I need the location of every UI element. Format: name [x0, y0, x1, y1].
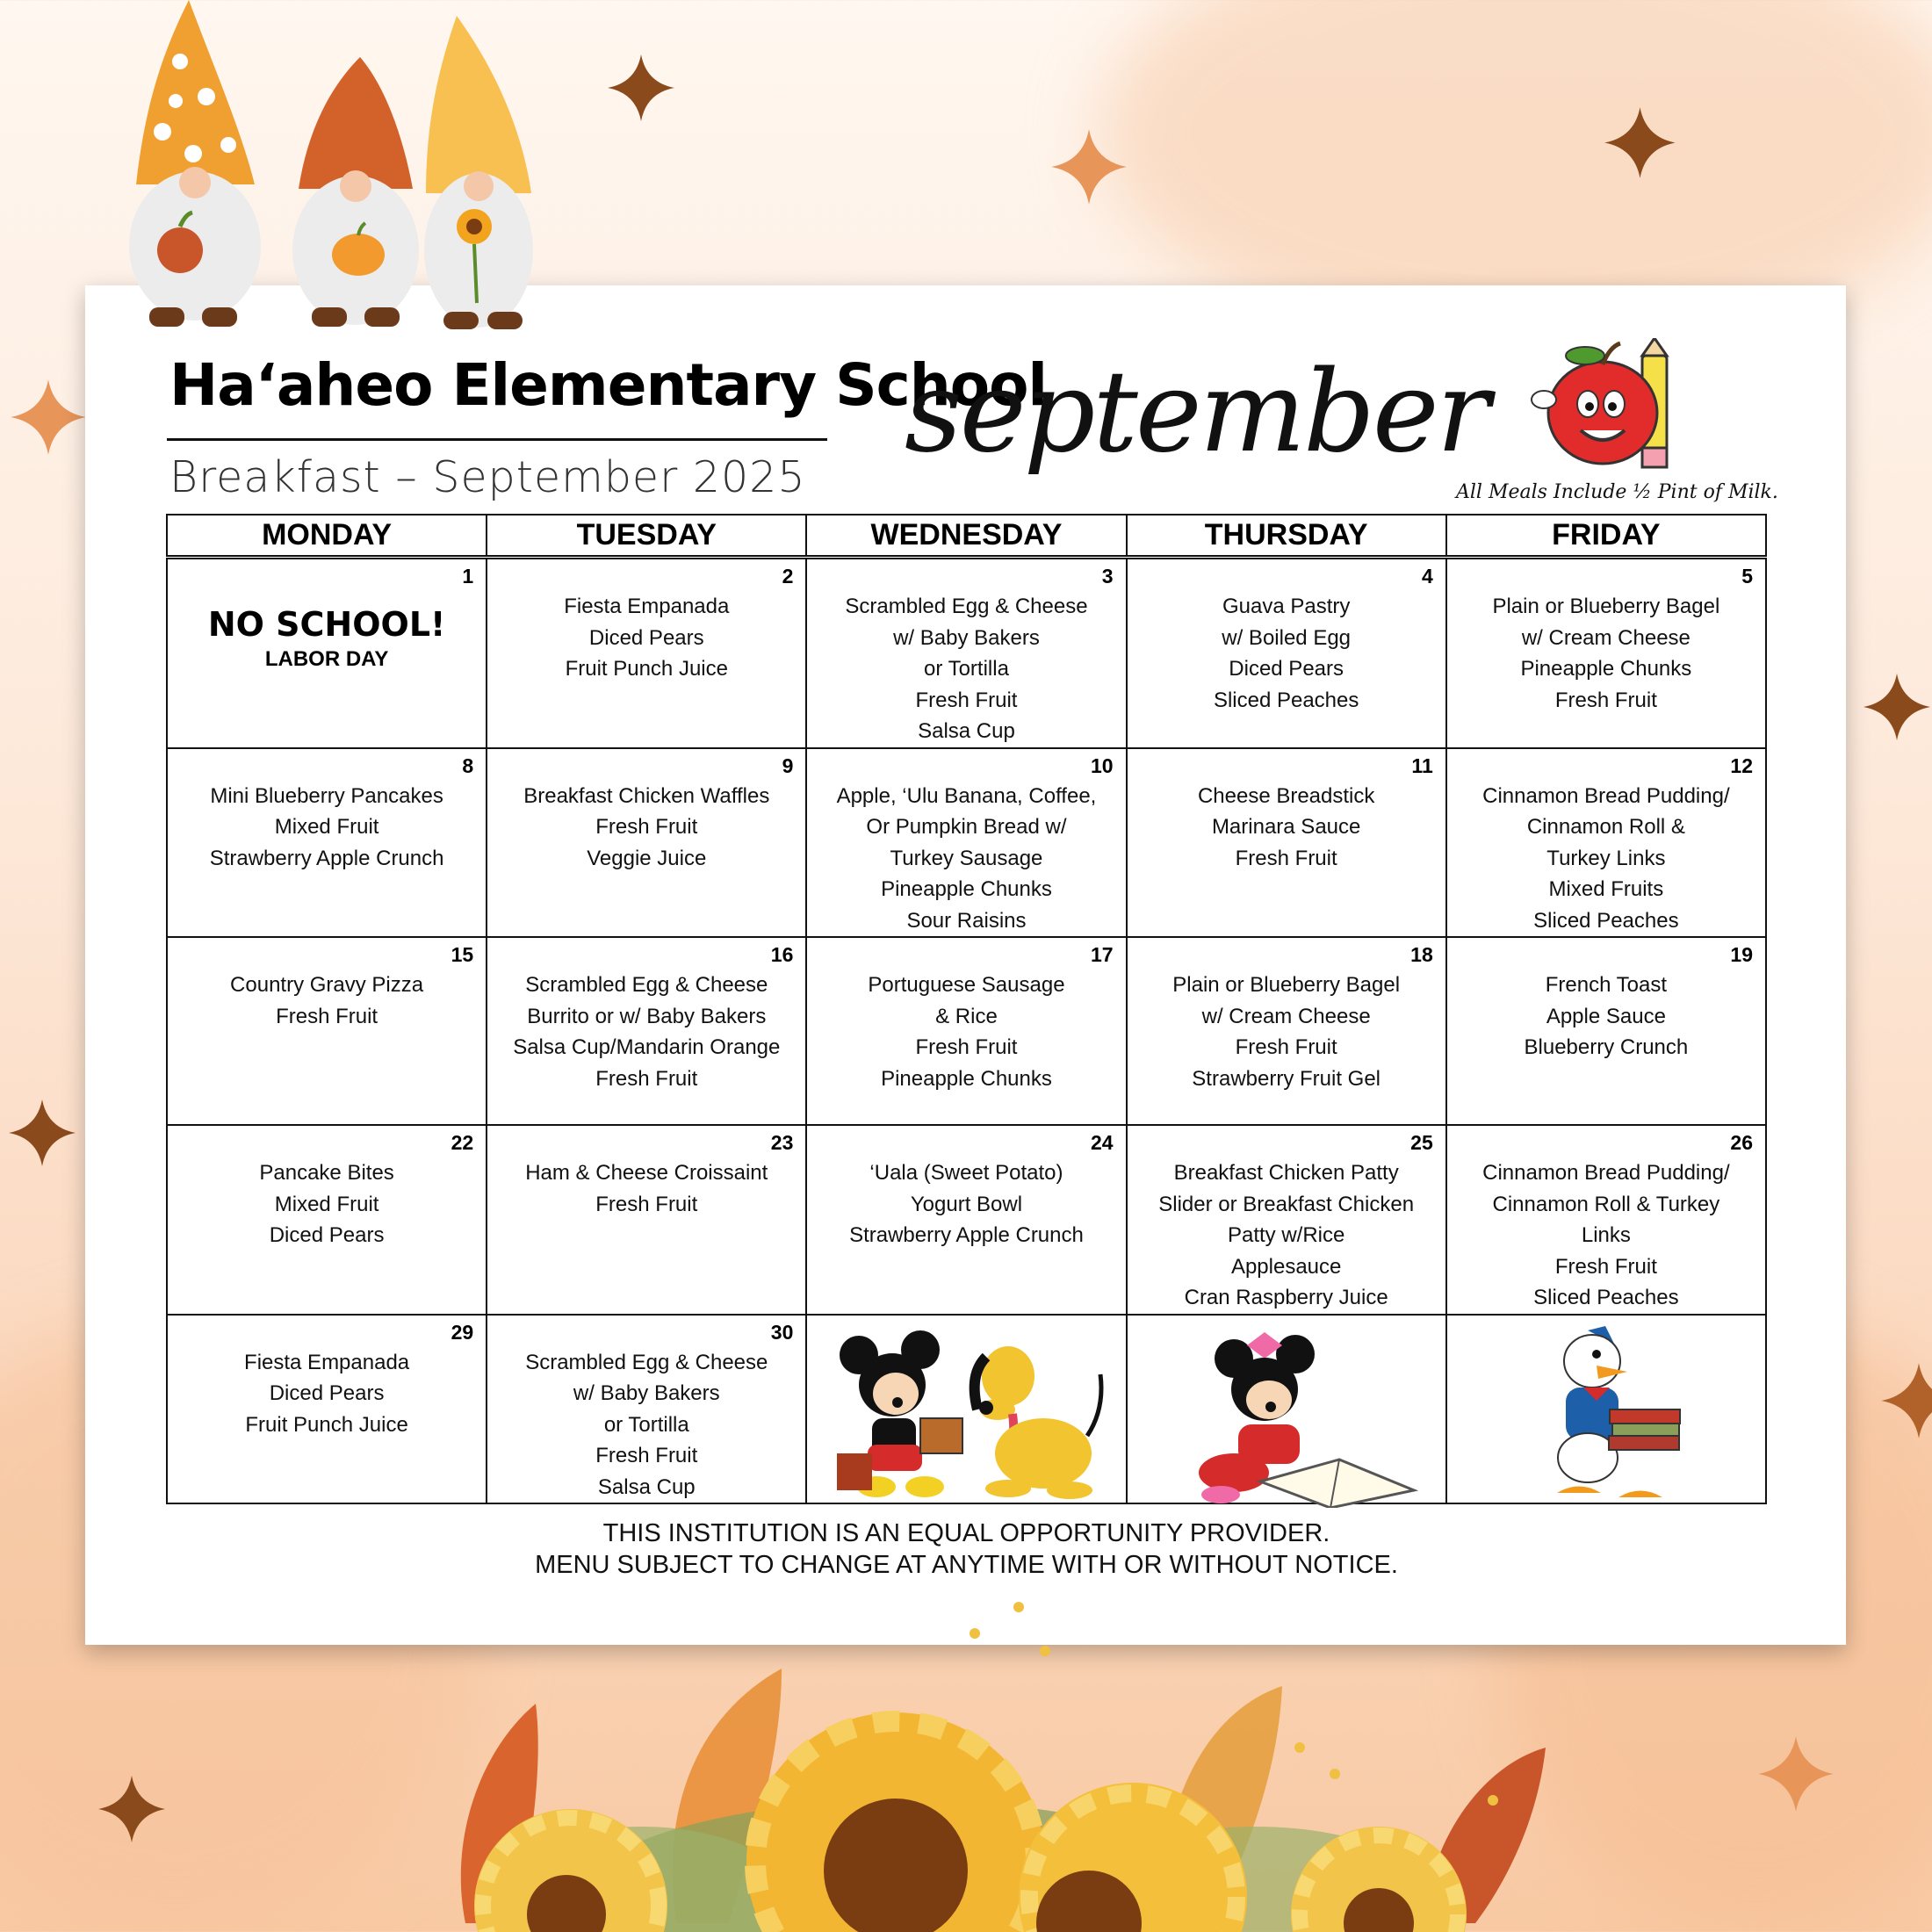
day-cell [167, 1315, 487, 1504]
menu-item: w/ Baby Bakers [573, 1381, 720, 1405]
day-cell [1446, 558, 1766, 748]
menu-change-note: MENU SUBJECT TO CHANGE AT ANYTIME WITH OR WITHOUT NOTICE. [535, 1551, 1398, 1579]
menu-items [807, 938, 1125, 1094]
menu-item: w/ Cream Cheese [1201, 1004, 1371, 1028]
menu-item: Marinara Sauce [1211, 815, 1361, 839]
menu-item: Cinnamon Roll & Turkey [1492, 1192, 1720, 1216]
day-cell [806, 1125, 1126, 1315]
day-number: 10 [1090, 753, 1114, 777]
menu-item: Pancake Bites [259, 1161, 394, 1185]
menu-items [1128, 749, 1445, 875]
menu-item: Sliced Peaches [1533, 908, 1679, 933]
day-cell [1127, 558, 1446, 748]
menu-item: Slider or Breakfast Chicken [1158, 1192, 1415, 1216]
menu-item: Breakfast Chicken Patty [1173, 1161, 1399, 1185]
no-school-notice [168, 559, 486, 672]
menu-items [1128, 938, 1445, 1094]
menu-item: Mini Blueberry Pancakes [210, 783, 443, 808]
menu-item: Scrambled Egg & Cheese [525, 973, 768, 997]
menu-item: Fresh Fruit [276, 1004, 378, 1028]
menu-items [1128, 559, 1445, 716]
menu-item: Blueberry Crunch [1524, 1035, 1689, 1059]
menu-item: Diced Pears [588, 625, 704, 650]
school-name: Ha‘aheo Elementary School [169, 351, 1048, 419]
menu-item: or Tortilla [924, 657, 1009, 681]
sparkle-icon [1049, 127, 1128, 206]
menu-item: Salsa Cup/Mandarin Orange [513, 1035, 781, 1059]
menu-item: Fiesta Empanada [564, 595, 730, 618]
menu-items [1447, 559, 1765, 716]
day-cell [1446, 748, 1766, 938]
day-number: 22 [451, 1131, 474, 1154]
day-number: 29 [451, 1320, 474, 1344]
weekday-header: FRIDAY [1446, 515, 1766, 558]
menu-item: Fresh Fruit [595, 1066, 698, 1091]
day-number: 4 [1421, 565, 1433, 588]
menu-item: Scrambled Egg & Cheese [525, 1350, 768, 1374]
menu-item: Pineapple Chunks [881, 877, 1052, 901]
day-cell [487, 748, 806, 938]
menu-item: Portuguese Sausage [868, 973, 1065, 997]
apple-pencil-mascot-illustration [1519, 338, 1704, 474]
gnomes-illustration [110, 0, 566, 342]
menu-item: Strawberry Apple Crunch [209, 846, 444, 870]
day-number: 30 [770, 1320, 794, 1344]
menu-items [168, 1316, 486, 1441]
menu-item: Cinnamon Bread Pudding/ [1482, 1161, 1730, 1185]
menu-item: Fresh Fruit [595, 1444, 698, 1467]
title-divider [167, 438, 827, 441]
menu-items [807, 559, 1125, 747]
menu-item: Breakfast Chicken Waffles [523, 783, 770, 808]
sparkle-icon [606, 53, 676, 123]
menu-items [1128, 1126, 1445, 1314]
menu-item: Guava Pastry [1222, 595, 1351, 618]
day-number: 18 [1410, 943, 1433, 966]
day-number: 2 [782, 565, 794, 588]
menu-item: Plain or Blueberry Bagel [1492, 595, 1720, 618]
day-number: 1 [462, 565, 474, 588]
menu-item: Mixed Fruit [274, 815, 379, 839]
menu-items [807, 749, 1125, 937]
day-cell [1127, 748, 1446, 938]
weekday-header: TUESDAY [487, 515, 806, 558]
menu-item: Veggie Juice [587, 846, 707, 870]
menu-item: Strawberry Apple Crunch [849, 1223, 1084, 1247]
menu-item: Cinnamon Bread Pudding/ [1482, 783, 1730, 808]
menu-item: Fiesta Empanada [244, 1350, 410, 1374]
day-number: 26 [1730, 1131, 1753, 1154]
menu-item: Applesauce [1230, 1254, 1342, 1279]
day-number: 17 [1090, 943, 1114, 966]
menu-items [1447, 1126, 1765, 1314]
day-cell [167, 748, 487, 938]
menu-item: Plain or Blueberry Bagel [1172, 973, 1401, 997]
day-cell [806, 558, 1126, 748]
menu-item: Or Pumpkin Bread w/ [866, 815, 1067, 839]
menu-item: Sliced Peaches [1213, 688, 1359, 712]
menu-item: Yogurt Bowl [910, 1192, 1023, 1216]
menu-item: Salsa Cup [918, 719, 1015, 743]
menu-items [487, 1126, 805, 1220]
week-row [167, 1125, 1766, 1315]
menu-items [487, 1316, 805, 1503]
day-cell [487, 558, 806, 748]
menu-items [487, 938, 805, 1094]
day-cell [487, 1125, 806, 1315]
menu-item: Ham & Cheese Croissaint [525, 1161, 768, 1185]
milk-note: All Meals Include ½ Pint of Milk. [1456, 481, 1778, 503]
day-number: 9 [782, 753, 794, 777]
menu-item: or Tortilla [603, 1412, 689, 1437]
day-cell [1446, 1125, 1766, 1315]
week-row [167, 748, 1766, 938]
menu-items [168, 749, 486, 875]
menu-item: Diced Pears [269, 1381, 385, 1405]
menu-item: Turkey Sausage [890, 846, 1043, 870]
week-row [167, 937, 1766, 1125]
day-cell [1127, 937, 1446, 1125]
sparkle-icon [9, 378, 88, 457]
menu-item: Turkey Links [1546, 846, 1666, 870]
menu-item: w/ Cream Cheese [1521, 625, 1690, 650]
sparkle-icon [7, 1098, 77, 1168]
menu-items [1447, 938, 1765, 1063]
day-number: 8 [462, 753, 474, 777]
menu-item: Diced Pears [1229, 657, 1344, 681]
day-cell [487, 1315, 806, 1504]
menu-item: w/ Baby Bakers [893, 625, 1040, 650]
day-cell [167, 558, 487, 748]
weekday-header-row [167, 515, 1766, 558]
donald-carrying-books-illustration [1535, 1326, 1689, 1506]
menu-item: Fruit Punch Juice [245, 1412, 408, 1437]
mickey-pluto-reading-illustration [833, 1330, 1105, 1502]
menu-items [487, 749, 805, 875]
day-cell [167, 937, 487, 1125]
menu-items [487, 559, 805, 685]
day-number: 15 [451, 943, 474, 966]
menu-item: Pineapple Chunks [1520, 657, 1692, 681]
day-number: 16 [770, 943, 794, 966]
menu-item: Strawberry Fruit Gel [1192, 1066, 1381, 1091]
month-script-title: september [905, 347, 1488, 478]
sparkle-icon [1603, 105, 1677, 180]
menu-item: Mixed Fruits [1548, 877, 1664, 901]
minnie-reading-illustration [1199, 1328, 1418, 1508]
menu-item: Sliced Peaches [1533, 1286, 1679, 1309]
day-number: 5 [1741, 565, 1753, 588]
menu-item: Fresh Fruit [915, 1035, 1018, 1059]
equal-opportunity-note: THIS INSTITUTION IS AN EQUAL OPPORTUNITY PROVIDER. [602, 1519, 1330, 1547]
week-row [167, 558, 1766, 748]
menu-item: Sour Raisins [906, 908, 1027, 933]
menu-item: Scrambled Egg & Cheese [845, 595, 1088, 618]
menu-items [168, 1126, 486, 1251]
menu-item: Diced Pears [269, 1223, 385, 1247]
sunflower-bouquet-illustration [413, 1572, 1572, 1932]
menu-item: Cheese Breadstick [1197, 783, 1375, 808]
menu-item: Cran Raspberry Juice [1184, 1286, 1388, 1309]
day-cell [806, 937, 1126, 1125]
menu-items [807, 1126, 1125, 1251]
menu-item: Burrito or w/ Baby Bakers [527, 1004, 767, 1028]
menu-subtitle: Breakfast – September 2025 [169, 452, 806, 502]
day-number: 12 [1730, 753, 1753, 777]
sparkle-icon [97, 1774, 167, 1844]
day-number: 3 [1101, 565, 1114, 588]
menu-item: Apple, ‘Ulu Banana, Coffee, [836, 783, 1097, 808]
menu-item: Salsa Cup [597, 1474, 696, 1499]
weekday-header: WEDNESDAY [806, 515, 1126, 558]
menu-item: Patty w/Rice [1227, 1223, 1345, 1247]
menu-item: Country Gravy Pizza [230, 973, 424, 997]
menu-item: Fresh Fruit [595, 815, 698, 839]
no-school-title: NO SCHOOL! [207, 605, 446, 644]
menu-item: Mixed Fruit [274, 1192, 379, 1216]
menu-item: Fresh Fruit [1554, 688, 1657, 712]
menu-item: French Toast [1545, 973, 1668, 997]
day-number: 25 [1410, 1131, 1433, 1154]
menu-item: Fresh Fruit [1235, 1035, 1337, 1059]
day-number: 24 [1090, 1131, 1114, 1154]
menu-item: ‘Uala (Sweet Potato) [869, 1161, 1063, 1185]
menu-item: Pineapple Chunks [881, 1066, 1052, 1091]
day-cell [487, 937, 806, 1125]
day-number: 11 [1411, 753, 1433, 777]
menu-item: Fresh Fruit [915, 688, 1018, 712]
menu-items [168, 938, 486, 1032]
day-cell [167, 1125, 487, 1315]
menu-item: Fruit Punch Juice [565, 657, 728, 681]
weekday-header: THURSDAY [1127, 515, 1446, 558]
weekday-header: MONDAY [167, 515, 487, 558]
menu-item: & Rice [935, 1004, 998, 1028]
sunflower-icon [746, 1712, 1045, 1932]
menu-item: Links [1581, 1223, 1631, 1247]
day-cell [806, 748, 1126, 938]
day-number: 23 [770, 1131, 794, 1154]
menu-item: Fresh Fruit [1554, 1254, 1657, 1279]
menu-item: Fresh Fruit [595, 1192, 698, 1216]
menu-item: Apple Sauce [1546, 1004, 1666, 1028]
day-cell [1127, 1125, 1446, 1315]
sparkle-icon [1862, 672, 1932, 742]
day-number: 19 [1730, 943, 1753, 966]
menu-item: Fresh Fruit [1235, 846, 1337, 870]
menu-items [1447, 749, 1765, 937]
menu-item: Cinnamon Roll & [1526, 815, 1685, 839]
sparkle-icon [1879, 1361, 1932, 1440]
day-cell [1446, 937, 1766, 1125]
sparkle-icon [1756, 1734, 1835, 1813]
holiday-name: LABOR DAY [264, 647, 389, 671]
menu-item: w/ Boiled Egg [1222, 625, 1352, 650]
